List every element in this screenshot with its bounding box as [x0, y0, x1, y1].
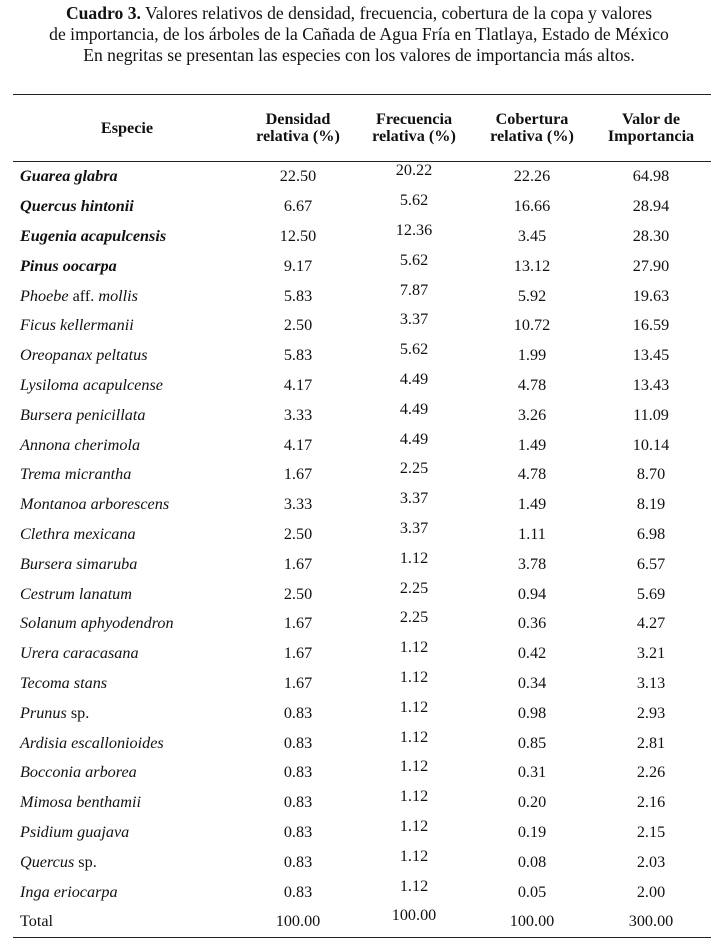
- cobertura-value: 3.78: [517, 554, 547, 573]
- densidad-value: 1.67: [283, 614, 313, 633]
- cobertura-value: 13.12: [513, 256, 551, 275]
- frecuencia-value: 5.62: [399, 191, 429, 210]
- header-valor: Valor de Importancia: [607, 110, 695, 145]
- species-name: Quercus sp.: [20, 852, 97, 871]
- table-caption: [2, 0, 716, 66]
- frecuencia-value: 2.25: [399, 608, 429, 627]
- valor-value: 2.15: [636, 822, 666, 841]
- valor-value: 2.93: [636, 703, 666, 722]
- species-name: Montanoa arborescens: [20, 495, 170, 514]
- cobertura-value: 1.49: [517, 495, 547, 514]
- header-densidad: Densidad relativa (%): [256, 110, 340, 145]
- caption-line-3: En negritas se presentan las especies con los valores de importancia más altos.: [83, 45, 635, 65]
- frecuencia-value: 1.12: [399, 548, 429, 567]
- densidad-value: 5.83: [283, 346, 313, 365]
- cobertura-value: 4.78: [517, 375, 547, 394]
- cobertura-value: 22.26: [513, 167, 551, 186]
- valor-value: 16.59: [632, 316, 670, 335]
- cobertura-value: 0.85: [517, 733, 547, 752]
- frecuencia-value: 1.12: [399, 757, 429, 776]
- cobertura-value: 0.08: [517, 852, 547, 871]
- densidad-value: 0.83: [283, 733, 313, 752]
- frecuencia-value: 2.25: [399, 459, 429, 478]
- species-name: Phoebe aff. mollis: [20, 286, 138, 305]
- species-name: Pinus oocarpa: [20, 256, 117, 275]
- species-name: Trema micrantha: [20, 465, 132, 484]
- valor-value: 8.70: [636, 465, 666, 484]
- species-name: Annona cherimola: [20, 435, 141, 454]
- species-name: Tecoma stans: [20, 673, 108, 692]
- valor-value: 2.81: [636, 733, 666, 752]
- cobertura-value: 1.99: [517, 346, 547, 365]
- species-name: Prunus sp.: [20, 703, 90, 722]
- species-name: Mimosa benthamii: [20, 793, 141, 812]
- total-cobertura: 100.00: [473, 907, 591, 937]
- valor-value: 2.16: [636, 793, 666, 812]
- caption-label: Cuadro 3.: [65, 3, 141, 23]
- cobertura-value: 16.66: [513, 197, 551, 216]
- table-body: [13, 162, 711, 938]
- densidad-value: 5.83: [283, 286, 313, 305]
- cobertura-value: 0.20: [517, 793, 547, 812]
- species-name: Oreopanax peltatus: [20, 346, 148, 365]
- valor-value: 27.90: [632, 256, 670, 275]
- frecuencia-value: 3.37: [399, 310, 429, 329]
- species-table: [13, 94, 711, 938]
- cobertura-value: 1.11: [518, 524, 546, 543]
- frecuencia-value: 4.49: [399, 429, 429, 448]
- frecuencia-value: 1.12: [399, 846, 429, 865]
- cobertura-value: 10.72: [513, 316, 551, 335]
- cobertura-value: 0.42: [517, 644, 547, 663]
- caption-line-1: Cuadro 3. Valores relativos de densidad, frecuencia, cobertura de la copa y valores: [65, 3, 653, 23]
- densidad-value: 4.17: [283, 435, 313, 454]
- frecuencia-value: 5.62: [399, 340, 429, 359]
- valor-value: 2.26: [636, 763, 666, 782]
- total-label: Total: [13, 907, 241, 937]
- densidad-value: 0.83: [283, 763, 313, 782]
- frecuencia-value: 3.37: [399, 518, 429, 537]
- densidad-value: 9.17: [283, 256, 313, 275]
- species-name: Bocconia arborea: [20, 763, 137, 782]
- cobertura-value: 0.94: [517, 584, 547, 603]
- cobertura-value: 0.34: [517, 673, 547, 692]
- densidad-value: 0.83: [283, 822, 313, 841]
- total-valor: 300.00: [591, 907, 711, 937]
- header-cobertura: Cobertura relativa (%): [490, 110, 574, 145]
- cobertura-value: 0.98: [517, 703, 547, 722]
- densidad-value: 0.83: [283, 793, 313, 812]
- species-name: Ardisia escallonioides: [20, 733, 164, 752]
- valor-value: 3.21: [636, 644, 666, 663]
- species-name: Psidium guajava: [20, 822, 130, 841]
- frecuencia-value: 5.62: [399, 250, 429, 269]
- frecuencia-value: 1.12: [399, 787, 429, 806]
- valor-value: 2.03: [636, 852, 666, 871]
- frecuencia-value: 2.25: [399, 578, 429, 597]
- densidad-value: 2.50: [283, 316, 313, 335]
- valor-value: 64.98: [632, 167, 670, 186]
- cobertura-value: 3.26: [517, 405, 547, 424]
- valor-value: 11.09: [633, 405, 669, 424]
- cobertura-value: 0.36: [517, 614, 547, 633]
- caption-line-2: de importancia, de los árboles de la Cañada de Agua Fría en Tlatlaya, Estado de México: [49, 24, 669, 44]
- frecuencia-value: 1.12: [399, 667, 429, 686]
- valor-value: 28.30: [632, 226, 670, 245]
- cobertura-value: 0.31: [517, 763, 547, 782]
- species-name: Eugenia acapulcensis: [20, 226, 167, 245]
- frecuencia-value: 4.49: [399, 369, 429, 388]
- densidad-value: 0.83: [283, 882, 313, 901]
- species-name: Clethra mexicana: [20, 524, 136, 543]
- frecuencia-value: 1.12: [399, 638, 429, 657]
- valor-value: 19.63: [632, 286, 670, 305]
- valor-value: 4.27: [636, 614, 666, 633]
- table-header: [13, 95, 711, 162]
- densidad-value: 22.50: [279, 167, 317, 186]
- densidad-value: 2.50: [283, 524, 313, 543]
- frecuencia-value: 1.12: [399, 727, 429, 746]
- frecuencia-value: 7.87: [399, 280, 429, 299]
- frecuencia-value: 1.12: [399, 816, 429, 835]
- species-name: Urera caracasana: [20, 644, 139, 663]
- total-row: [13, 907, 711, 937]
- frecuencia-value: 1.12: [399, 697, 429, 716]
- species-name: Ficus kellermanii: [20, 316, 134, 335]
- densidad-value: 0.83: [283, 703, 313, 722]
- densidad-value: 1.67: [283, 465, 313, 484]
- densidad-value: 1.67: [283, 673, 313, 692]
- valor-value: 2.00: [636, 882, 666, 901]
- frecuencia-value: 1.12: [399, 876, 429, 895]
- species-name: Guarea glabra: [20, 167, 118, 186]
- cobertura-value: 4.78: [517, 465, 547, 484]
- densidad-value: 3.33: [283, 495, 313, 514]
- frecuencia-value: 12.36: [395, 220, 433, 239]
- densidad-value: 0.83: [283, 852, 313, 871]
- species-name: Inga eriocarpa: [20, 882, 118, 901]
- densidad-value: 1.67: [283, 554, 313, 573]
- densidad-value: 3.33: [283, 405, 313, 424]
- valor-value: 8.19: [636, 495, 666, 514]
- densidad-value: 4.17: [283, 375, 313, 394]
- cobertura-value: 0.05: [517, 882, 547, 901]
- total-frecuencia: 100.00: [355, 901, 473, 931]
- total-densidad: 100.00: [241, 907, 355, 937]
- cobertura-value: 5.92: [517, 286, 547, 305]
- valor-value: 28.94: [632, 197, 670, 216]
- header-frecuencia: Frecuencia relativa (%): [372, 110, 456, 145]
- valor-value: 10.14: [632, 435, 670, 454]
- cobertura-value: 0.19: [517, 822, 547, 841]
- species-name: Solanum aphyodendron: [20, 614, 174, 633]
- cobertura-value: 1.49: [517, 435, 547, 454]
- valor-value: 3.13: [636, 673, 666, 692]
- valor-value: 6.98: [636, 524, 666, 543]
- valor-value: 13.45: [632, 346, 670, 365]
- cobertura-value: 3.45: [517, 226, 547, 245]
- species-name: Bursera penicillata: [20, 405, 146, 424]
- header-especie: Especie: [100, 118, 154, 137]
- frecuencia-value: 20.22: [395, 161, 433, 180]
- densidad-value: 6.67: [283, 197, 313, 216]
- species-name: Cestrum lanatum: [20, 584, 132, 603]
- densidad-value: 12.50: [279, 226, 317, 245]
- valor-value: 5.69: [636, 584, 666, 603]
- densidad-value: 1.67: [283, 644, 313, 663]
- species-name: Lysiloma acapulcense: [20, 375, 163, 394]
- species-name: Bursera simaruba: [20, 554, 138, 573]
- species-name: Quercus hintonii: [20, 197, 134, 216]
- densidad-value: 2.50: [283, 584, 313, 603]
- valor-value: 6.57: [636, 554, 666, 573]
- frecuencia-value: 4.49: [399, 399, 429, 418]
- frecuencia-value: 3.37: [399, 489, 429, 508]
- valor-value: 13.43: [632, 375, 670, 394]
